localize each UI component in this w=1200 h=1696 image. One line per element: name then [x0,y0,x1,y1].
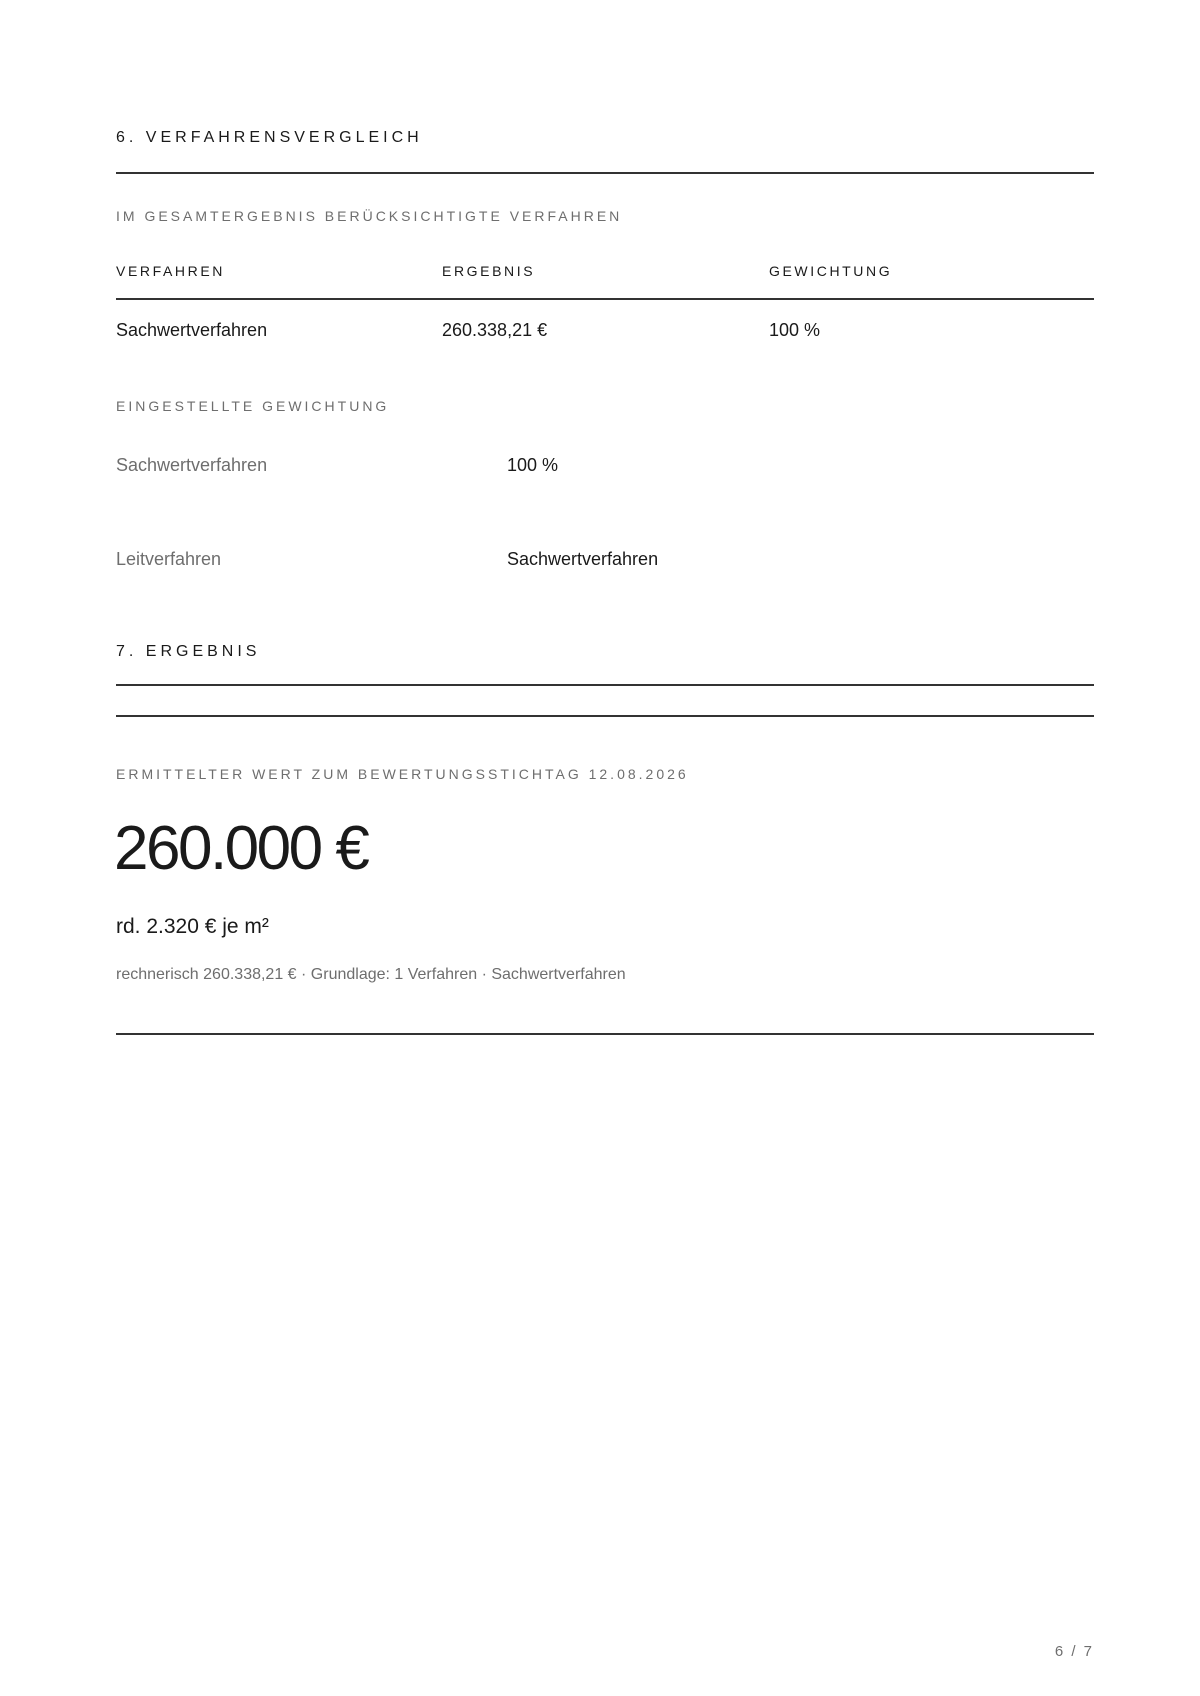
calculation-note: rechnerisch 260.338,21 € · Grundlage: 1 Verfahren · Sachwertverfahren [116,966,626,983]
page-indicator: 6 / 7 [1054,1643,1094,1660]
section-6-heading: 6. VERFAHRENSVERGLEICH [116,129,423,146]
column-header-ergebnis: ERGEBNIS [442,263,536,279]
lead-method-value: Sachwertverfahren [507,549,659,569]
lead-method-label: Leitverfahren [116,549,222,569]
value-per-square-meter: rd. 2.320 € je m² [116,915,269,938]
table-header-divider [116,298,1094,300]
column-header-verfahren: VERFAHREN [116,263,225,279]
weighting-label: Sachwertverfahren [116,455,268,475]
section-7-divider [116,684,1094,686]
table-cell-ergebnis: 260.338,21 € [442,320,548,340]
section-7-heading: 7. ERGEBNIS [116,643,261,660]
determined-value: 260.000 € [114,814,368,883]
value-date-heading: ERMITTELTER WERT ZUM BEWERTUNGSSTICHTAG 12.08.2026 [116,766,689,782]
table-cell-gewichtung: 100 % [769,320,821,340]
column-header-gewichtung: GEWICHTUNG [769,263,893,279]
table-cell-verfahren: Sachwertverfahren [116,320,268,340]
considered-methods-heading: IM GESAMTERGEBNIS BERÜCKSICHTIGTE VERFAHREN [116,208,623,224]
result-box-top-rule [116,715,1094,717]
result-box-bottom-rule [116,1033,1094,1035]
weighting-heading: EINGESTELLTE GEWICHTUNG [116,398,390,414]
weighting-value: 100 % [507,455,559,475]
section-6-divider [116,172,1094,174]
